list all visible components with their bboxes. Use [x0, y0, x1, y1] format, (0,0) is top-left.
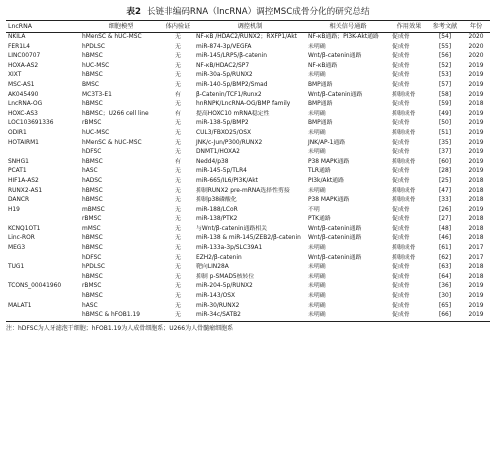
- cell-pathway: 未明确: [308, 302, 326, 309]
- cell-pathway: BMP通路: [308, 101, 333, 108]
- table-row: [6, 43, 490, 53]
- cell-pathway: Wnt/β-catenin通路: [308, 53, 362, 60]
- cell-lncrna: Linc-ROR: [8, 235, 35, 242]
- table-body: [6, 33, 490, 322]
- cell-mechanism: 抑制 p-SMAD5核转位: [196, 273, 255, 280]
- cell-year: 2018: [468, 273, 484, 280]
- cell-mechanism: NF-κB /HDAC2/RUNX2；RXFP1/Akt: [196, 34, 297, 40]
- cell-reference: [30]: [438, 293, 452, 300]
- cell-lncrna: XIXT: [8, 72, 22, 79]
- cell-year: 2019: [468, 120, 484, 127]
- cell-in-vivo: 无: [175, 120, 181, 127]
- cell-lncrna: [6, 273, 80, 283]
- cell-reference: [61]: [438, 245, 452, 252]
- table-row: [6, 254, 490, 264]
- cell-reference: [28]: [438, 168, 452, 175]
- cell-cell-model: MC3T3-E1: [82, 91, 112, 98]
- table-row: [6, 311, 490, 321]
- cell-pathway: 未明确: [308, 149, 326, 156]
- cell-year: 2018: [468, 216, 484, 223]
- cell-reference: [27]: [438, 216, 452, 223]
- cell-year: 2020: [468, 43, 484, 50]
- cell-mechanism: 靶向LIN28A: [196, 264, 229, 271]
- table-row: [6, 158, 490, 168]
- cell-mechanism: miR-138-5p/BMP2: [196, 120, 249, 127]
- table-row: [6, 206, 490, 216]
- cell-lncrna: TCONS_00041960: [8, 283, 62, 290]
- cell-effect: 促成骨: [392, 177, 410, 184]
- cell-in-vivo: 有: [175, 110, 181, 117]
- cell-mechanism: CUL3/FBXO25/OSX: [196, 129, 252, 136]
- cell-reference: [25]: [438, 177, 452, 184]
- cell-cell-model: hBMSC: [82, 158, 103, 165]
- cell-reference: [54]: [438, 34, 452, 40]
- cell-reference: [52]: [438, 62, 452, 69]
- cell-mechanism: 抑制RUNX2 pre-mRNA选择性剪接: [196, 187, 290, 194]
- cell-pathway: P38 MAPK通路: [308, 197, 350, 204]
- table-row: [6, 292, 490, 302]
- cell-effect: 促成骨: [392, 225, 410, 232]
- cell-effect: 促成骨: [392, 139, 410, 146]
- cell-mechanism: EZH2/β-catenin: [196, 254, 242, 261]
- cell-pathway: 未明确: [308, 273, 326, 280]
- table-row: [6, 273, 490, 283]
- cell-effect: 促成骨: [392, 34, 410, 40]
- cell-mechanism: miR-145-5p/TLR4: [196, 168, 247, 175]
- cell-in-vivo: 无: [175, 149, 181, 156]
- cell-cell-model: hUC-MSC: [82, 62, 110, 69]
- cell-effect: 促成骨: [392, 81, 410, 88]
- cell-cell-model: hPDLSC: [82, 43, 105, 50]
- cell-year: 2019: [468, 139, 484, 146]
- cell-year: 2019: [468, 158, 484, 165]
- cell-pathway: TLR通路: [308, 168, 331, 175]
- cell-year: 2017: [468, 254, 484, 261]
- cell-mechanism: Nedd4/p38: [196, 158, 229, 165]
- cell-year: 2019: [468, 206, 484, 213]
- table-caption: [6, 6, 490, 18]
- cell-lncrna: HOXA-AS2: [8, 62, 39, 69]
- cell-lncrna: [6, 215, 80, 225]
- cell-cell-model: hDFSC: [82, 254, 102, 261]
- cell-effect: 促成骨: [392, 206, 410, 213]
- col-header-effect: 作用效果: [396, 23, 422, 30]
- cell-in-vivo: 无: [175, 302, 181, 309]
- cell-mechanism: miR-133a-3p/SLC39A1: [196, 245, 263, 252]
- col-header-in-vivo: 体内验证: [165, 23, 191, 30]
- cell-effect: 抑制成骨: [392, 158, 416, 165]
- cell-effect: 促成骨: [392, 53, 410, 60]
- table-row: [6, 71, 490, 81]
- table-row: [6, 52, 490, 62]
- cell-cell-model: hDFSC: [82, 149, 102, 156]
- cell-reference: [55]: [438, 43, 452, 50]
- lncrna-table: [6, 20, 490, 322]
- table-row: [6, 225, 490, 235]
- table-row: [6, 302, 490, 312]
- cell-in-vivo: 无: [175, 283, 181, 290]
- cell-in-vivo: 无: [175, 34, 181, 40]
- table-row: [6, 129, 490, 139]
- cell-year: 2019: [468, 168, 484, 175]
- cell-cell-model: hASC: [82, 302, 98, 309]
- cell-in-vivo: 无: [175, 177, 181, 184]
- cell-year: 2018: [468, 225, 484, 232]
- cell-cell-model: hBMSC: [82, 245, 103, 252]
- cell-year: 2017: [468, 245, 484, 252]
- table-row: [6, 167, 490, 177]
- cell-lncrna: H19: [8, 206, 20, 213]
- cell-effect: 促成骨: [392, 264, 410, 271]
- cell-effect: 抑制成骨: [392, 129, 416, 136]
- cell-pathway: 未明确: [308, 283, 326, 290]
- cell-lncrna: MALAT1: [8, 302, 32, 309]
- cell-year: 2019: [468, 302, 484, 309]
- cell-cell-model: hBMSC: [82, 197, 103, 204]
- cell-in-vivo: 无: [175, 264, 181, 271]
- cell-reference: [63]: [438, 264, 452, 271]
- cell-mechanism: miR-874-3p/VEGFA: [196, 43, 252, 50]
- cell-effect: 促成骨: [392, 293, 410, 300]
- cell-lncrna: [6, 292, 80, 302]
- cell-pathway: NF-κB通路: [308, 62, 338, 69]
- cell-cell-model: hMenSC & hUC-MSC: [82, 139, 142, 146]
- table-row: [6, 110, 490, 120]
- cell-effect: 促成骨: [392, 62, 410, 69]
- cell-year: 2019: [468, 91, 484, 98]
- cell-cell-model: rBMSC: [82, 120, 102, 127]
- cell-mechanism: miR-204-5p/RUNX2: [196, 283, 253, 290]
- cell-reference: [33]: [438, 197, 452, 204]
- table-row: [6, 100, 490, 110]
- cell-lncrna: DANCR: [8, 197, 30, 204]
- cell-in-vivo: 有: [175, 158, 181, 165]
- cell-lncrna: [6, 148, 80, 158]
- cell-pathway: 未明确: [308, 129, 326, 136]
- cell-in-vivo: 无: [175, 187, 181, 194]
- table-row: [6, 81, 490, 91]
- cell-cell-model: hPDLSC: [82, 264, 105, 271]
- cell-reference: [51]: [438, 129, 452, 136]
- cell-year: 2019: [468, 129, 484, 136]
- cell-effect: 促成骨: [392, 120, 410, 127]
- cell-reference: [64]: [438, 273, 452, 280]
- cell-lncrna: [6, 311, 80, 321]
- cell-pathway: Wnt/β-catenin通路: [308, 235, 362, 242]
- cell-lncrna: SNHG1: [8, 158, 29, 165]
- cell-reference: [35]: [438, 139, 452, 146]
- cell-reference: [65]: [438, 302, 452, 309]
- cell-effect: 促成骨: [392, 168, 410, 175]
- cell-reference: [50]: [438, 120, 452, 127]
- cell-effect: 抑制成骨: [392, 91, 416, 98]
- cell-in-vivo: 无: [175, 197, 181, 204]
- cell-mechanism: hnRNPK/LncRNA-OG/BMP family: [196, 101, 291, 108]
- cell-mechanism: DNMT1/HOXA2: [196, 149, 240, 156]
- cell-mechanism: miR-665/IL6/PI3K/Akt: [196, 177, 258, 184]
- cell-mechanism: JNK/c-Jun/P300/RUNX2: [196, 139, 263, 146]
- cell-year: 2020: [468, 34, 484, 40]
- cell-lncrna: MEG3: [8, 245, 26, 252]
- cell-reference: [53]: [438, 72, 452, 79]
- cell-cell-model: hBMSC: [82, 72, 103, 79]
- cell-pathway: PI3k/Akt通路: [308, 177, 344, 184]
- cell-cell-model: mMSC: [82, 225, 101, 232]
- cell-in-vivo: 无: [175, 129, 181, 136]
- cell-lncrna: [6, 254, 80, 264]
- cell-in-vivo: 无: [175, 273, 181, 280]
- cell-effect: 促成骨: [392, 273, 410, 280]
- table-row: [6, 119, 490, 129]
- cell-pathway: NF-κB通路；PI3K-Akt通路: [308, 34, 379, 40]
- cell-effect: 促成骨: [392, 72, 410, 79]
- cell-mechanism: miR-30a-5p/RUNX2: [196, 72, 253, 79]
- cell-mechanism: β-Catenin/TCF1/Runx2: [196, 91, 262, 98]
- table-number: 表2: [126, 7, 141, 17]
- cell-lncrna: HOXC-AS3: [8, 110, 38, 117]
- cell-year: 2018: [468, 101, 484, 108]
- cell-lncrna: TUG1: [8, 264, 25, 271]
- cell-year: 2019: [468, 62, 484, 69]
- cell-reference: [56]: [438, 53, 452, 60]
- cell-reference: [47]: [438, 187, 452, 194]
- cell-in-vivo: 无: [175, 168, 181, 175]
- cell-effect: 抑制成骨: [392, 197, 416, 204]
- cell-reference: [46]: [438, 235, 452, 242]
- cell-pathway: 未明确: [308, 245, 326, 252]
- table-row: [6, 148, 490, 158]
- table-row: [6, 139, 490, 149]
- cell-pathway: Wnt/β-catenin通路: [308, 225, 362, 232]
- cell-in-vivo: 无: [175, 81, 181, 88]
- cell-year: 2018: [468, 235, 484, 242]
- cell-pathway: Wnt/β-catenin通路: [308, 254, 362, 261]
- cell-pathway: PTK通路: [308, 216, 331, 223]
- cell-mechanism: 与Wnt/β-catenin通路相关: [196, 225, 268, 232]
- col-header-reference: 参考文献: [432, 23, 458, 30]
- cell-mechanism: 提高HOXC10 mRNA稳定性: [196, 110, 270, 117]
- cell-in-vivo: 无: [175, 216, 181, 223]
- cell-lncrna: HIF1A-AS2: [8, 177, 39, 184]
- cell-cell-model: rBMSC: [82, 216, 102, 223]
- cell-year: 2018: [468, 264, 484, 271]
- cell-in-vivo: 无: [175, 53, 181, 60]
- cell-cell-model: hBMSC: [82, 187, 103, 194]
- cell-mechanism: miR-30/RUNX2: [196, 302, 240, 309]
- cell-cell-model: hMenSC & hUC-MSC: [82, 34, 142, 40]
- cell-year: 2018: [468, 197, 484, 204]
- cell-lncrna: LINC00707: [8, 53, 41, 60]
- cell-in-vivo: 无: [175, 101, 181, 108]
- col-header-mechanism: 调控机制: [237, 23, 263, 30]
- cell-reference: [49]: [438, 110, 452, 117]
- cell-reference: [57]: [438, 81, 452, 88]
- cell-year: 2019: [468, 283, 484, 290]
- cell-mechanism: miR-140-5p/BMP2/Smad: [196, 81, 268, 88]
- cell-pathway: 不明: [308, 206, 320, 213]
- cell-reference: [48]: [438, 225, 452, 232]
- cell-mechanism: miR-138/PTK2: [196, 216, 238, 223]
- cell-in-vivo: 有: [175, 91, 181, 98]
- cell-effect: 促成骨: [392, 283, 410, 290]
- cell-year: 2019: [468, 312, 484, 319]
- cell-cell-model: BMSC: [82, 81, 99, 88]
- cell-lncrna: PCAT1: [8, 168, 27, 175]
- cell-lncrna: AK045490: [8, 91, 39, 98]
- cell-reference: [62]: [438, 254, 452, 261]
- cell-reference: [66]: [438, 312, 452, 319]
- cell-in-vivo: 无: [175, 293, 181, 300]
- table-header: [6, 21, 490, 33]
- cell-reference: [58]: [438, 91, 452, 98]
- cell-cell-model: hBMSC；U266 cell line: [82, 110, 149, 117]
- cell-effect: 促成骨: [392, 302, 410, 309]
- table-title: 长链非编码RNA（lncRNA）调控MSC成骨分化的研究总结: [146, 7, 370, 17]
- cell-reference: [59]: [438, 101, 452, 108]
- cell-mechanism: miR-138 & miR-145/ZEB2/β-catenin: [196, 235, 301, 242]
- cell-cell-model: hBMSC: [82, 273, 103, 280]
- table-row: [6, 196, 490, 206]
- cell-effect: 抑制成骨: [392, 254, 416, 261]
- table-row: [6, 177, 490, 187]
- cell-pathway: P38 MAPK通路: [308, 158, 350, 165]
- cell-pathway: 未明确: [308, 312, 326, 319]
- col-header-cell-model: 细胞模型: [108, 23, 134, 30]
- cell-year: 2018: [468, 187, 484, 194]
- cell-pathway: BMP通路: [308, 120, 333, 127]
- cell-year: 2019: [468, 72, 484, 79]
- cell-mechanism: miR-34c/SATB2: [196, 312, 241, 319]
- cell-effect: 抑制成骨: [392, 110, 416, 117]
- cell-pathway: 未明确: [308, 43, 326, 50]
- table-row: [6, 244, 490, 254]
- col-header-year: 年份: [469, 23, 483, 30]
- table-row: [6, 234, 490, 244]
- cell-in-vivo: 无: [175, 225, 181, 232]
- cell-reference: [37]: [438, 149, 452, 156]
- cell-effect: 抑制成骨: [392, 187, 416, 194]
- cell-pathway: 未明确: [308, 293, 326, 300]
- cell-lncrna: LOC103691336: [8, 120, 54, 127]
- cell-effect: 促成骨: [392, 235, 410, 242]
- cell-in-vivo: 无: [175, 312, 181, 319]
- cell-lncrna: HOTAIRM1: [8, 139, 39, 146]
- cell-cell-model: hBMSC & hFOB1.19: [82, 312, 140, 319]
- cell-cell-model: hBMSC: [82, 53, 103, 60]
- cell-lncrna: NKILA: [8, 34, 26, 40]
- cell-in-vivo: 无: [175, 72, 181, 79]
- cell-reference: [36]: [438, 283, 452, 290]
- cell-mechanism: miR-143/OSX: [196, 293, 235, 300]
- cell-year: 2019: [468, 149, 484, 156]
- cell-in-vivo: 无: [175, 235, 181, 242]
- cell-in-vivo: 无: [175, 254, 181, 261]
- col-header-pathway: 相关信号通路: [329, 23, 367, 30]
- table-row: [6, 62, 490, 72]
- cell-lncrna: LncRNA-OG: [8, 101, 43, 108]
- cell-year: 2019: [468, 110, 484, 117]
- cell-pathway: 未明确: [308, 187, 326, 194]
- cell-pathway: JNK/AP-1通路: [308, 139, 346, 146]
- cell-in-vivo: 无: [175, 62, 181, 69]
- cell-in-vivo: 无: [175, 206, 181, 213]
- cell-year: 2018: [468, 177, 484, 184]
- cell-reference: [60]: [438, 158, 452, 165]
- cell-effect: 促成骨: [392, 312, 410, 319]
- cell-pathway: 未明确: [308, 72, 326, 79]
- cell-effect: 促成骨: [392, 101, 410, 108]
- cell-in-vivo: 无: [175, 139, 181, 146]
- cell-cell-model: hASC: [82, 168, 98, 175]
- cell-pathway: Wnt/β-Catenin通路: [308, 91, 363, 98]
- cell-pathway: 未明确: [308, 110, 326, 117]
- cell-year: 2019: [468, 293, 484, 300]
- cell-effect: 促成骨: [392, 216, 410, 223]
- cell-year: 2020: [468, 53, 484, 60]
- table-row: [6, 282, 490, 292]
- table-row: [6, 33, 490, 43]
- cell-cell-model: hBMSC: [82, 293, 103, 300]
- cell-in-vivo: 无: [175, 43, 181, 50]
- cell-mechanism: 抑制p38磷酸化: [196, 197, 237, 204]
- cell-cell-model: hBMSC: [82, 235, 103, 242]
- cell-reference: [26]: [438, 206, 452, 213]
- cell-mechanism: miR-188/LCoR: [196, 206, 238, 213]
- cell-mechanism: miR-145/LRP5/β-catenin: [196, 53, 268, 60]
- cell-effect: 促成骨: [392, 149, 410, 156]
- cell-effect: 抑制成骨: [392, 245, 416, 252]
- cell-cell-model: hBMSC: [82, 101, 103, 108]
- table-row: [6, 215, 490, 225]
- cell-lncrna: RUNX2-AS1: [8, 187, 43, 194]
- cell-lncrna: FER1L4: [8, 43, 30, 50]
- table-row: [6, 187, 490, 197]
- cell-mechanism: NF-κB/HDAC2/SP7: [196, 62, 250, 69]
- cell-lncrna: MSC-AS1: [8, 81, 35, 88]
- cell-in-vivo: 无: [175, 245, 181, 252]
- cell-effect: 促成骨: [392, 43, 410, 50]
- cell-pathway: BMP通路: [308, 81, 333, 88]
- cell-lncrna: ODIR1: [8, 129, 27, 136]
- cell-year: 2019: [468, 81, 484, 88]
- col-header-lncrna: LncRNA: [8, 23, 32, 30]
- cell-lncrna: KCNQ1OT1: [8, 225, 41, 232]
- cell-cell-model: rBMSC: [82, 283, 102, 290]
- cell-cell-model: hUC-MSC: [82, 129, 110, 136]
- table-footnote: 注：hDFSC为人牙滤泡干细胞；hFOB1.19为人成骨细胞系；U266为人骨髓瘤细胞系: [6, 324, 234, 332]
- cell-cell-model: hADSC: [82, 177, 103, 184]
- cell-pathway: 未明确: [308, 264, 326, 271]
- table-row: [6, 91, 490, 101]
- cell-cell-model: mBMSC: [82, 206, 105, 213]
- table-row: [6, 263, 490, 273]
